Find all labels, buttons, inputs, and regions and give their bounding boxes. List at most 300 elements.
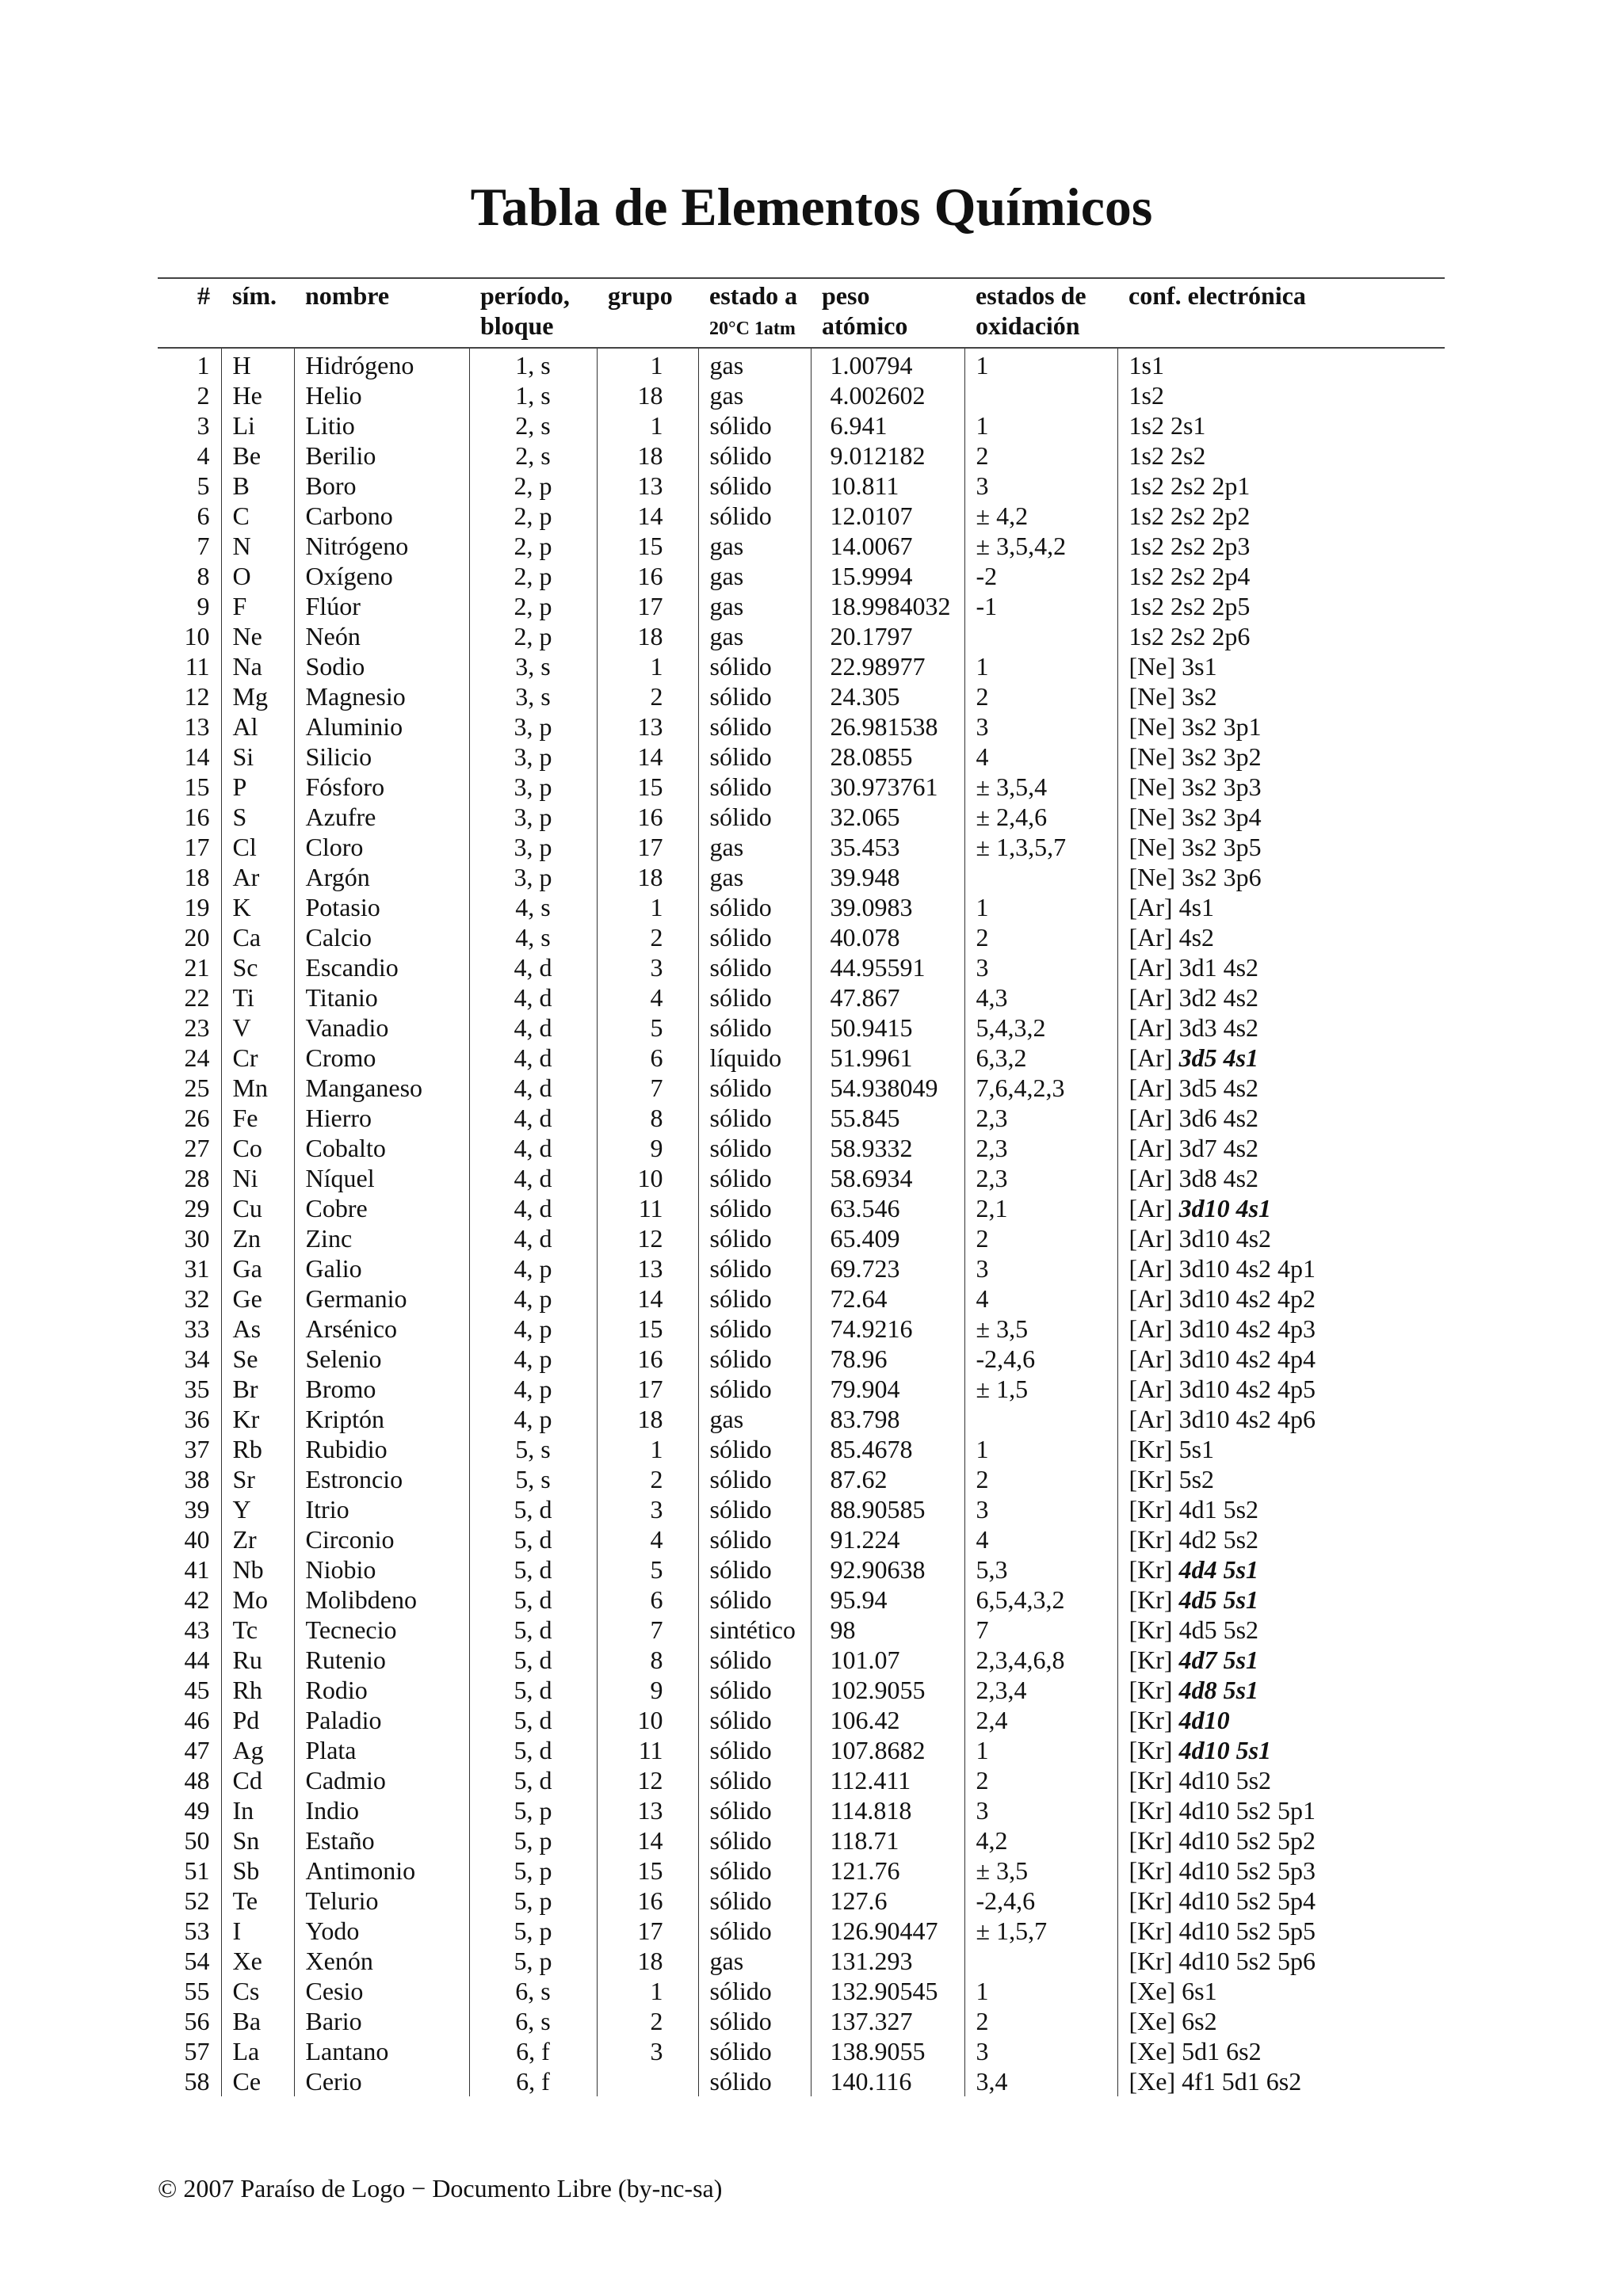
cell-symbol: Cl bbox=[221, 832, 294, 862]
cell-group: 6 bbox=[597, 1585, 698, 1615]
cell-number: 18 bbox=[158, 862, 221, 892]
configuration-text: [Ne] 3s1 bbox=[1128, 652, 1217, 681]
cell-electron-configuration bbox=[1117, 1013, 1445, 1043]
cell-name: Arsénico bbox=[294, 1314, 469, 1344]
cell-number: 4 bbox=[158, 441, 221, 471]
cell-group: 13 bbox=[597, 711, 698, 742]
cell-oxidation-states: -1 bbox=[964, 591, 1117, 621]
cell-symbol: Ru bbox=[221, 1645, 294, 1675]
cell-atomic-weight: 92.90638 bbox=[811, 1554, 964, 1585]
cell-period-block: 3, p bbox=[469, 862, 597, 892]
cell-atomic-weight: 4.002602 bbox=[811, 380, 964, 410]
cell-state: sólido bbox=[698, 1434, 811, 1464]
configuration-text: [Kr] 4d1 5s2 bbox=[1128, 1495, 1259, 1524]
header-num-label: # bbox=[197, 281, 210, 310]
header-symbol-label: sím. bbox=[232, 281, 277, 310]
configuration-text: [Kr] bbox=[1128, 1736, 1179, 1764]
cell-state: sólido bbox=[698, 1344, 811, 1374]
cell-symbol: Co bbox=[221, 1133, 294, 1163]
table-row bbox=[158, 1916, 1445, 1946]
cell-number: 22 bbox=[158, 982, 221, 1013]
configuration-text: [Ar] 3d10 4s2 4p2 bbox=[1128, 1284, 1316, 1313]
table-row bbox=[158, 348, 1445, 380]
configuration-text: [Kr] 4d10 5s2 5p6 bbox=[1128, 1947, 1316, 1975]
cell-group: 9 bbox=[597, 1675, 698, 1705]
cell-name: Cromo bbox=[294, 1043, 469, 1073]
cell-group: 13 bbox=[597, 1253, 698, 1283]
cell-period-block: 4, p bbox=[469, 1404, 597, 1434]
table-row bbox=[158, 1795, 1445, 1825]
cell-period-block: 4, d bbox=[469, 1073, 597, 1103]
cell-symbol: Xe bbox=[221, 1946, 294, 1976]
cell-state: sólido bbox=[698, 1554, 811, 1585]
configuration-text: 1s2 2s2 2p5 bbox=[1128, 592, 1251, 620]
header-weight-line2: atómico bbox=[822, 311, 908, 340]
configuration-anomaly: 4d10 5s1 bbox=[1178, 1736, 1272, 1764]
cell-group: 8 bbox=[597, 1103, 698, 1133]
cell-oxidation-states: 3 bbox=[964, 471, 1117, 501]
cell-state: gas bbox=[698, 561, 811, 591]
cell-atomic-weight: 47.867 bbox=[811, 982, 964, 1013]
cell-symbol: Ge bbox=[221, 1283, 294, 1314]
cell-period-block: 5, p bbox=[469, 1916, 597, 1946]
cell-name: Xenón bbox=[294, 1946, 469, 1976]
cell-period-block: 3, p bbox=[469, 742, 597, 772]
cell-atomic-weight: 58.6934 bbox=[811, 1163, 964, 1193]
configuration-text: [Kr] 4d10 5s2 5p1 bbox=[1128, 1796, 1316, 1825]
configuration-text: 1s2 2s2 2p6 bbox=[1128, 622, 1251, 650]
configuration-text: [Ar] 3d10 4s2 4p5 bbox=[1128, 1375, 1316, 1403]
cell-group: 16 bbox=[597, 1886, 698, 1916]
cell-symbol: Cr bbox=[221, 1043, 294, 1073]
cell-name: Tecnecio bbox=[294, 1615, 469, 1645]
cell-name: Silicio bbox=[294, 742, 469, 772]
cell-oxidation-states: 2,3 bbox=[964, 1163, 1117, 1193]
cell-period-block: 5, s bbox=[469, 1464, 597, 1494]
configuration-text: [Ar] 4s1 bbox=[1128, 893, 1215, 921]
configuration-text: 1s2 2s1 bbox=[1128, 411, 1206, 440]
cell-electron-configuration bbox=[1117, 1825, 1445, 1855]
cell-group: 17 bbox=[597, 591, 698, 621]
cell-oxidation-states: 2,3,4,6,8 bbox=[964, 1645, 1117, 1675]
cell-state: sólido bbox=[698, 441, 811, 471]
cell-electron-configuration bbox=[1117, 561, 1445, 591]
cell-number: 55 bbox=[158, 1976, 221, 2006]
cell-period-block: 5, d bbox=[469, 1554, 597, 1585]
cell-symbol: O bbox=[221, 561, 294, 591]
cell-symbol: F bbox=[221, 591, 294, 621]
configuration-anomaly: 3d10 4s1 bbox=[1178, 1194, 1272, 1222]
header-name-label: nombre bbox=[305, 281, 390, 310]
cell-oxidation-states: 4,2 bbox=[964, 1825, 1117, 1855]
cell-number: 10 bbox=[158, 621, 221, 651]
cell-electron-configuration bbox=[1117, 1554, 1445, 1585]
cell-name: Berilio bbox=[294, 441, 469, 471]
cell-number: 36 bbox=[158, 1404, 221, 1434]
header-state-line1: estado a bbox=[709, 281, 798, 310]
table-row bbox=[158, 1765, 1445, 1795]
cell-state: líquido bbox=[698, 1043, 811, 1073]
cell-atomic-weight: 54.938049 bbox=[811, 1073, 964, 1103]
cell-symbol: Zn bbox=[221, 1223, 294, 1253]
table-row bbox=[158, 1705, 1445, 1735]
cell-atomic-weight: 126.90447 bbox=[811, 1916, 964, 1946]
cell-number: 5 bbox=[158, 471, 221, 501]
header-row bbox=[158, 278, 1445, 348]
cell-group: 18 bbox=[597, 1404, 698, 1434]
cell-electron-configuration bbox=[1117, 1283, 1445, 1314]
cell-electron-configuration bbox=[1117, 441, 1445, 471]
cell-period-block: 2, p bbox=[469, 501, 597, 531]
cell-period-block: 6, f bbox=[469, 2066, 597, 2096]
cell-atomic-weight: 83.798 bbox=[811, 1404, 964, 1434]
cell-period-block: 4, d bbox=[469, 1013, 597, 1043]
cell-oxidation-states bbox=[964, 862, 1117, 892]
configuration-text: 1s2 2s2 2p4 bbox=[1128, 562, 1251, 590]
cell-period-block: 5, p bbox=[469, 1825, 597, 1855]
configuration-text: [Kr] 4d10 5s2 5p4 bbox=[1128, 1886, 1316, 1915]
cell-group: 7 bbox=[597, 1073, 698, 1103]
table-row bbox=[158, 1434, 1445, 1464]
cell-oxidation-states: -2,4,6 bbox=[964, 1886, 1117, 1916]
cell-group: 15 bbox=[597, 772, 698, 802]
table-row bbox=[158, 681, 1445, 711]
cell-name: Vanadio bbox=[294, 1013, 469, 1043]
cell-number: 15 bbox=[158, 772, 221, 802]
cell-name: Bromo bbox=[294, 1374, 469, 1404]
table-row bbox=[158, 982, 1445, 1013]
cell-electron-configuration bbox=[1117, 1645, 1445, 1675]
cell-group: 18 bbox=[597, 621, 698, 651]
cell-oxidation-states: ± 1,3,5,7 bbox=[964, 832, 1117, 862]
configuration-text: [Kr] 5s1 bbox=[1128, 1435, 1215, 1463]
cell-group: 17 bbox=[597, 1916, 698, 1946]
cell-electron-configuration bbox=[1117, 1344, 1445, 1374]
cell-electron-configuration bbox=[1117, 1043, 1445, 1073]
cell-atomic-weight: 101.07 bbox=[811, 1645, 964, 1675]
configuration-text: [Kr] 4d10 5s2 5p2 bbox=[1128, 1826, 1316, 1855]
cell-group: 13 bbox=[597, 471, 698, 501]
cell-oxidation-states: 1 bbox=[964, 651, 1117, 681]
cell-atomic-weight: 30.973761 bbox=[811, 772, 964, 802]
configuration-anomaly: 4d4 5s1 bbox=[1178, 1555, 1259, 1584]
cell-group: 15 bbox=[597, 1314, 698, 1344]
header-weight bbox=[811, 278, 964, 348]
cell-state: sólido bbox=[698, 1163, 811, 1193]
configuration-text: 1s2 bbox=[1128, 381, 1164, 410]
cell-period-block: 3, p bbox=[469, 711, 597, 742]
cell-symbol: Tc bbox=[221, 1615, 294, 1645]
cell-symbol: Ba bbox=[221, 2006, 294, 2036]
cell-state: sólido bbox=[698, 1705, 811, 1735]
cell-oxidation-states bbox=[964, 380, 1117, 410]
cell-atomic-weight: 98 bbox=[811, 1615, 964, 1645]
table-row bbox=[158, 802, 1445, 832]
cell-number: 44 bbox=[158, 1645, 221, 1675]
cell-number: 46 bbox=[158, 1705, 221, 1735]
cell-oxidation-states: ± 2,4,6 bbox=[964, 802, 1117, 832]
cell-state: sólido bbox=[698, 1825, 811, 1855]
cell-group: 3 bbox=[597, 1494, 698, 1524]
cell-state: sólido bbox=[698, 982, 811, 1013]
configuration-text: [Xe] 5d1 6s2 bbox=[1128, 2037, 1262, 2065]
configuration-text: [Ar] 3d1 4s2 bbox=[1128, 953, 1259, 982]
configuration-text: 1s2 2s2 2p2 bbox=[1128, 502, 1251, 530]
cell-period-block: 5, d bbox=[469, 1645, 597, 1675]
configuration-text: [Ar] 4s2 bbox=[1128, 923, 1215, 952]
cell-period-block: 2, s bbox=[469, 410, 597, 441]
cell-name: Carbono bbox=[294, 501, 469, 531]
cell-number: 16 bbox=[158, 802, 221, 832]
cell-symbol: In bbox=[221, 1795, 294, 1825]
configuration-text: 1s2 2s2 bbox=[1128, 441, 1206, 470]
cell-electron-configuration bbox=[1117, 982, 1445, 1013]
cell-oxidation-states: 2 bbox=[964, 441, 1117, 471]
cell-name: Rodio bbox=[294, 1675, 469, 1705]
cell-name: Helio bbox=[294, 380, 469, 410]
table-row bbox=[158, 410, 1445, 441]
cell-number: 7 bbox=[158, 531, 221, 561]
configuration-text: 1s2 2s2 2p3 bbox=[1128, 532, 1251, 560]
cell-period-block: 2, p bbox=[469, 471, 597, 501]
cell-oxidation-states: 1 bbox=[964, 1976, 1117, 2006]
cell-oxidation-states: 2 bbox=[964, 681, 1117, 711]
cell-period-block: 4, p bbox=[469, 1253, 597, 1283]
configuration-text: [Ar] 3d6 4s2 bbox=[1128, 1104, 1259, 1132]
cell-name: Zinc bbox=[294, 1223, 469, 1253]
cell-state: sintético bbox=[698, 1615, 811, 1645]
cell-name: Titanio bbox=[294, 982, 469, 1013]
cell-group: 5 bbox=[597, 1554, 698, 1585]
header-name bbox=[294, 278, 469, 348]
cell-number: 8 bbox=[158, 561, 221, 591]
cell-electron-configuration bbox=[1117, 1524, 1445, 1554]
header-oxidation bbox=[964, 278, 1117, 348]
cell-symbol: Al bbox=[221, 711, 294, 742]
cell-symbol: He bbox=[221, 380, 294, 410]
configuration-anomaly: 4d5 5s1 bbox=[1178, 1585, 1259, 1614]
cell-group: 17 bbox=[597, 832, 698, 862]
cell-name: Estroncio bbox=[294, 1464, 469, 1494]
cell-symbol: Mg bbox=[221, 681, 294, 711]
cell-period-block: 4, p bbox=[469, 1344, 597, 1374]
table-body bbox=[158, 348, 1445, 2096]
cell-oxidation-states: 7 bbox=[964, 1615, 1117, 1645]
cell-atomic-weight: 44.95591 bbox=[811, 952, 964, 982]
cell-electron-configuration bbox=[1117, 1193, 1445, 1223]
cell-state: sólido bbox=[698, 1073, 811, 1103]
configuration-text: [Ar] 3d8 4s2 bbox=[1128, 1164, 1259, 1192]
cell-period-block: 3, p bbox=[469, 772, 597, 802]
cell-state: sólido bbox=[698, 2036, 811, 2066]
cell-oxidation-states bbox=[964, 1946, 1117, 1976]
cell-group: 18 bbox=[597, 1946, 698, 1976]
cell-period-block: 5, d bbox=[469, 1615, 597, 1645]
configuration-text: 1s1 bbox=[1128, 351, 1164, 379]
cell-group: 14 bbox=[597, 1283, 698, 1314]
table-row bbox=[158, 922, 1445, 952]
configuration-text: [Ar] 3d3 4s2 bbox=[1128, 1013, 1259, 1042]
copyright-footer: © 2007 Paraíso de Logo − Documento Libre (by-nc-sa) bbox=[158, 2174, 723, 2203]
cell-group: 6 bbox=[597, 1043, 698, 1073]
header-symbol bbox=[221, 278, 294, 348]
cell-symbol: Fe bbox=[221, 1103, 294, 1133]
cell-oxidation-states: 3 bbox=[964, 1494, 1117, 1524]
cell-name: Plata bbox=[294, 1735, 469, 1765]
table-row bbox=[158, 1133, 1445, 1163]
cell-oxidation-states: ± 3,5 bbox=[964, 1314, 1117, 1344]
cell-atomic-weight: 12.0107 bbox=[811, 501, 964, 531]
table-row bbox=[158, 561, 1445, 591]
cell-name: Magnesio bbox=[294, 681, 469, 711]
cell-symbol: Ca bbox=[221, 922, 294, 952]
header-period-line1: período, bbox=[480, 281, 570, 310]
cell-number: 54 bbox=[158, 1946, 221, 1976]
cell-number: 50 bbox=[158, 1825, 221, 1855]
header-configuration-label: conf. electrónica bbox=[1128, 281, 1306, 310]
table-row bbox=[158, 1314, 1445, 1344]
cell-state: gas bbox=[698, 531, 811, 561]
cell-oxidation-states: 5,3 bbox=[964, 1554, 1117, 1585]
cell-electron-configuration bbox=[1117, 1795, 1445, 1825]
cell-name: Cadmio bbox=[294, 1765, 469, 1795]
table-row bbox=[158, 501, 1445, 531]
cell-number: 26 bbox=[158, 1103, 221, 1133]
cell-name: Bario bbox=[294, 2006, 469, 2036]
cell-atomic-weight: 137.327 bbox=[811, 2006, 964, 2036]
cell-period-block: 4, d bbox=[469, 1133, 597, 1163]
cell-number: 30 bbox=[158, 1223, 221, 1253]
cell-period-block: 3, s bbox=[469, 681, 597, 711]
cell-number: 52 bbox=[158, 1886, 221, 1916]
cell-electron-configuration bbox=[1117, 681, 1445, 711]
header-group-label: grupo bbox=[608, 281, 673, 310]
cell-period-block: 5, d bbox=[469, 1705, 597, 1735]
table-row bbox=[158, 1615, 1445, 1645]
cell-oxidation-states: 3 bbox=[964, 711, 1117, 742]
cell-electron-configuration bbox=[1117, 621, 1445, 651]
cell-oxidation-states: 2 bbox=[964, 922, 1117, 952]
cell-electron-configuration bbox=[1117, 1705, 1445, 1735]
configuration-text: [Kr] 4d10 5s2 bbox=[1128, 1766, 1272, 1794]
table-row bbox=[158, 1374, 1445, 1404]
header-state bbox=[698, 278, 811, 348]
cell-group: 2 bbox=[597, 922, 698, 952]
cell-period-block: 4, d bbox=[469, 1193, 597, 1223]
cell-symbol: Te bbox=[221, 1886, 294, 1916]
cell-electron-configuration bbox=[1117, 1374, 1445, 1404]
table-row bbox=[158, 952, 1445, 982]
cell-electron-configuration bbox=[1117, 1585, 1445, 1615]
cell-electron-configuration bbox=[1117, 952, 1445, 982]
table-row bbox=[158, 1675, 1445, 1705]
cell-period-block: 4, d bbox=[469, 1103, 597, 1133]
cell-oxidation-states: 4 bbox=[964, 742, 1117, 772]
cell-group: 4 bbox=[597, 982, 698, 1013]
cell-group: 1 bbox=[597, 892, 698, 922]
cell-name: Yodo bbox=[294, 1916, 469, 1946]
configuration-anomaly: 4d8 5s1 bbox=[1178, 1676, 1259, 1704]
cell-number: 45 bbox=[158, 1675, 221, 1705]
configuration-text: [Ar] 3d7 4s2 bbox=[1128, 1134, 1259, 1162]
cell-electron-configuration bbox=[1117, 802, 1445, 832]
cell-state: sólido bbox=[698, 952, 811, 982]
cell-electron-configuration bbox=[1117, 1735, 1445, 1765]
table-row bbox=[158, 441, 1445, 471]
table-row bbox=[158, 1013, 1445, 1043]
cell-oxidation-states: ± 4,2 bbox=[964, 501, 1117, 531]
table-row bbox=[158, 1344, 1445, 1374]
cell-number: 53 bbox=[158, 1916, 221, 1946]
table-row bbox=[158, 1946, 1445, 1976]
table-row bbox=[158, 772, 1445, 802]
cell-name: Kriptón bbox=[294, 1404, 469, 1434]
cell-group: 5 bbox=[597, 1013, 698, 1043]
page-title: Tabla de Elementos Químicos bbox=[470, 177, 1153, 237]
table-row bbox=[158, 1404, 1445, 1434]
table-row bbox=[158, 1825, 1445, 1855]
cell-period-block: 5, p bbox=[469, 1855, 597, 1886]
configuration-text: [Ar] 3d10 4s2 4p4 bbox=[1128, 1344, 1316, 1373]
cell-name: Calcio bbox=[294, 922, 469, 952]
cell-name: Galio bbox=[294, 1253, 469, 1283]
cell-period-block: 5, p bbox=[469, 1795, 597, 1825]
cell-electron-configuration bbox=[1117, 1073, 1445, 1103]
cell-oxidation-states bbox=[964, 1404, 1117, 1434]
cell-name: Indio bbox=[294, 1795, 469, 1825]
cell-electron-configuration bbox=[1117, 1886, 1445, 1916]
cell-symbol: Ne bbox=[221, 621, 294, 651]
cell-name: Litio bbox=[294, 410, 469, 441]
cell-state: sólido bbox=[698, 1314, 811, 1344]
cell-number: 1 bbox=[158, 348, 221, 380]
cell-oxidation-states: 6,3,2 bbox=[964, 1043, 1117, 1073]
cell-name: Molibdeno bbox=[294, 1585, 469, 1615]
cell-state: gas bbox=[698, 591, 811, 621]
cell-number: 38 bbox=[158, 1464, 221, 1494]
cell-atomic-weight: 118.71 bbox=[811, 1825, 964, 1855]
configuration-text: [Xe] 6s2 bbox=[1128, 2007, 1217, 2035]
cell-atomic-weight: 15.9994 bbox=[811, 561, 964, 591]
cell-period-block: 1, s bbox=[469, 348, 597, 380]
cell-symbol: P bbox=[221, 772, 294, 802]
cell-oxidation-states: 2,3 bbox=[964, 1103, 1117, 1133]
cell-electron-configuration bbox=[1117, 348, 1445, 380]
cell-group: 2 bbox=[597, 681, 698, 711]
table-row bbox=[158, 1283, 1445, 1314]
table-row bbox=[158, 742, 1445, 772]
cell-oxidation-states: -2 bbox=[964, 561, 1117, 591]
table-row bbox=[158, 651, 1445, 681]
cell-period-block: 5, d bbox=[469, 1494, 597, 1524]
cell-group: 18 bbox=[597, 380, 698, 410]
cell-symbol: Cd bbox=[221, 1765, 294, 1795]
cell-name: Cesio bbox=[294, 1976, 469, 2006]
cell-number: 49 bbox=[158, 1795, 221, 1825]
cell-group: 1 bbox=[597, 1434, 698, 1464]
cell-state: sólido bbox=[698, 711, 811, 742]
header-num bbox=[158, 278, 221, 348]
cell-symbol: Si bbox=[221, 742, 294, 772]
cell-electron-configuration bbox=[1117, 380, 1445, 410]
cell-symbol: Nb bbox=[221, 1554, 294, 1585]
cell-name: Niobio bbox=[294, 1554, 469, 1585]
cell-symbol: Be bbox=[221, 441, 294, 471]
cell-atomic-weight: 51.9961 bbox=[811, 1043, 964, 1073]
cell-number: 40 bbox=[158, 1524, 221, 1554]
cell-oxidation-states: 1 bbox=[964, 410, 1117, 441]
cell-atomic-weight: 22.98977 bbox=[811, 651, 964, 681]
